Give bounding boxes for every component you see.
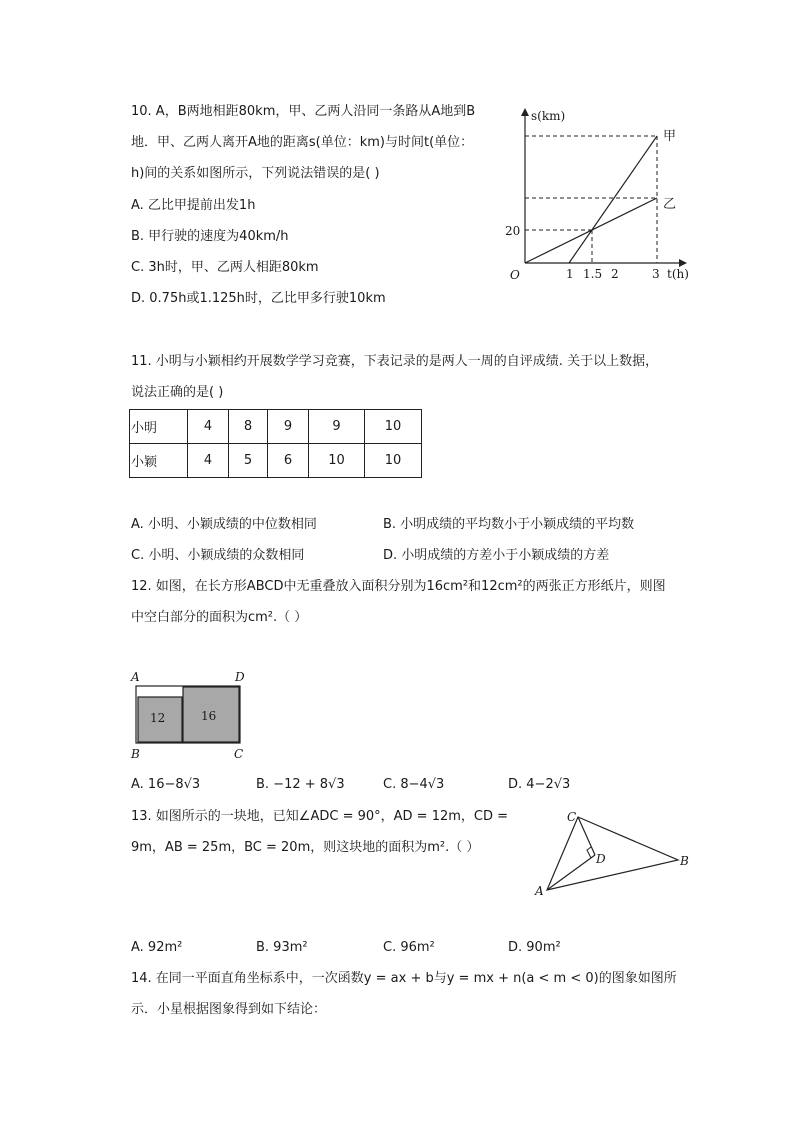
q13-quadrilateral-figure: [530, 805, 700, 905]
vertex-c: C: [234, 747, 244, 761]
score-cell: 9: [309, 410, 365, 444]
outer-triangle-abc: [547, 817, 678, 890]
score-cell: 5: [229, 444, 268, 478]
q10-option-c: C. 3h时，甲、乙两人相距80km: [131, 260, 319, 275]
y-axis-arrow: [521, 108, 529, 116]
line-jia-label: 甲: [663, 129, 677, 144]
x-tick-3: 3: [652, 267, 660, 281]
score-cell: 4: [188, 410, 229, 444]
q10-line1: 10. A，B两地相距80km，甲、乙两人沿同一条路从A地到B: [131, 104, 476, 119]
vertex-a: A: [535, 884, 544, 898]
vertex-d: D: [235, 670, 245, 684]
q11-option-b: B. 小明成绩的平均数小于小颖成绩的平均数: [383, 517, 635, 532]
q11-score-table: [129, 409, 422, 478]
q11-option-c: C. 小明、小颖成绩的众数相同: [131, 548, 305, 563]
q14-line1: 14. 在同一平面直角坐标系中，一次函数y = ax + b与y = mx + n(a < m < 0)的图象如图所: [131, 971, 677, 986]
square-16-label: 16: [201, 709, 217, 723]
line-yi: [525, 198, 657, 263]
q12-option-d: D. 4−2√3: [508, 777, 571, 792]
q10-distance-time-graph: [495, 100, 705, 290]
score-cell: 9: [268, 410, 309, 444]
vertex-b: B: [680, 854, 689, 868]
q13-option-b: B. 93m²: [256, 940, 308, 955]
x-tick-1: 1: [566, 267, 574, 281]
table-row: [130, 444, 422, 478]
right-angle-mark: [587, 847, 591, 858]
vertex-a: A: [131, 670, 140, 684]
row-name: 小颖: [130, 444, 188, 478]
q13-line2: 9m，AB = 25m，BC = 20m，则这块地的面积为m².（ ）: [131, 840, 480, 855]
square-12-label: 12: [150, 711, 166, 725]
vertex-c: C: [567, 810, 577, 824]
x-tick-2: 2: [611, 267, 619, 281]
vertex-b: B: [131, 747, 140, 761]
q12-line2: 中空白部分的面积为cm².（ ）: [131, 610, 308, 625]
q11-option-a: A. 小明、小颖成绩的中位数相同: [131, 517, 317, 532]
x-tick-1-5: 1.5: [583, 267, 603, 281]
score-cell: 10: [365, 410, 422, 444]
q13-option-c: C. 96m²: [383, 940, 435, 955]
table-row: [130, 410, 422, 444]
y-axis-label: s(km): [531, 109, 566, 123]
q13-option-a: A. 92m²: [131, 940, 183, 955]
q13-option-d: D. 90m²: [508, 940, 561, 955]
q12-rectangle-figure: [125, 665, 260, 765]
q11-line2: 说法正确的是( ): [131, 385, 224, 400]
origin-label: O: [510, 268, 520, 282]
score-cell: 8: [229, 410, 268, 444]
q12-option-a: A. 16−8√3: [131, 777, 201, 792]
x-axis-label: t(h): [667, 267, 689, 281]
x-axis-arrow: [679, 259, 687, 267]
q10-option-b: B. 甲行驶的速度为40km/h: [131, 229, 289, 244]
q12-option-b: B. −12 + 8√3: [256, 777, 345, 792]
vertex-d: D: [596, 852, 606, 866]
score-cell: 4: [188, 444, 229, 478]
q10-line3: h)间的关系如图所示，下列说法错误的是( ): [131, 166, 380, 181]
q12-line1: 12. 如图，在长方形ABCD中无重叠放入面积分别为16cm²和12cm²的两张正方形纸片，则图: [131, 579, 666, 594]
line-yi-label: 乙: [663, 197, 677, 212]
q11-option-d: D. 小明成绩的方差小于小颖成绩的方差: [383, 548, 610, 563]
q10-line2: 地．甲、乙两人离开A地的距离s(单位：km)与时间t(单位：: [131, 135, 474, 150]
q13-line1: 13. 如图所示的一块地，已知∠ADC = 90°，AD = 12m，CD =: [131, 809, 509, 824]
q12-option-c: C. 8−4√3: [383, 777, 445, 792]
row-name: 小明: [130, 410, 188, 444]
q11-line1: 11. 小明与小颖相约开展数学学习竞赛，下表记录的是两人一周的自评成绩. 关于以上数据，: [131, 354, 659, 369]
score-cell: 6: [268, 444, 309, 478]
q14-line2: 示．小星根据图象得到如下结论：: [131, 1002, 327, 1017]
score-cell: 10: [365, 444, 422, 478]
q10-option-d: D. 0.75h或1.125h时，乙比甲多行驶10km: [131, 291, 386, 306]
line-jia: [569, 136, 657, 263]
q10-option-a: A. 乙比甲提前出发1h: [131, 198, 256, 213]
score-cell: 10: [309, 444, 365, 478]
y-tick-20: 20: [505, 224, 521, 238]
